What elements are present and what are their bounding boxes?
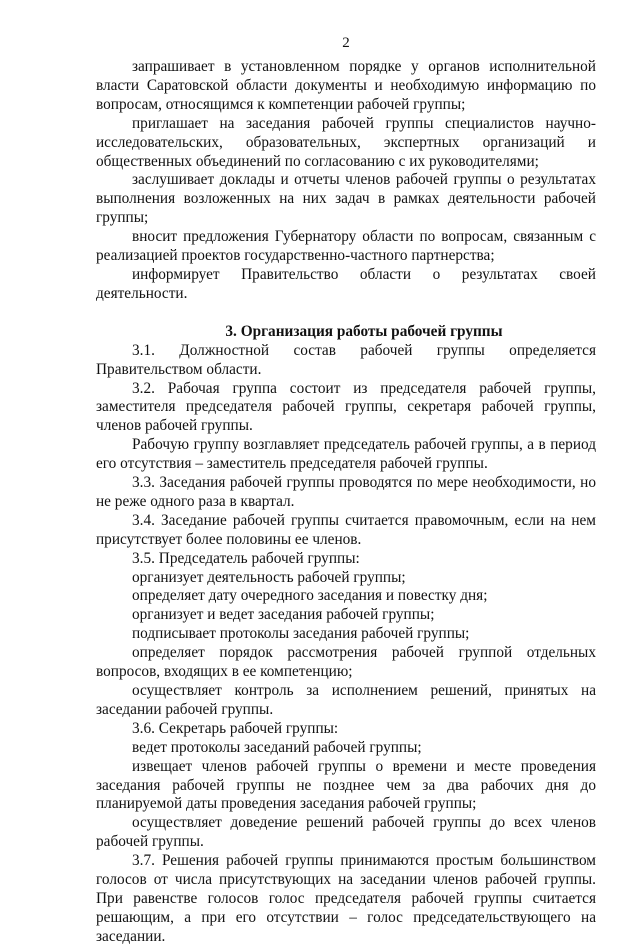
section-heading: 3. Организация работы рабочей группы [225,322,503,340]
paragraph-3-1: 3.1. Должностной состав рабочей группы определяется Правительством области. [96,341,596,378]
section-spacer [96,304,596,323]
paragraph-secretary-notifies: извещает членов рабочей группы о времени и месте проведения заседания рабочей группы не позднее чем за два рабочих дня до планируемой даты проведения заседания рабочей группы; [96,757,596,813]
paragraph-secretary-communicates: осуществляет доведение решений рабочей группы до всех членов рабочей группы. [96,814,596,851]
paragraph-3-5: 3.5. Председатель рабочей группы: [132,549,360,567]
paragraph-chair-organizes: организует деятельность рабочей группы; [132,568,406,586]
paragraph-invite-specialists: приглашает на заседания рабочей группы специалистов научно-исследовательских, образовательных, экспертных организаций и общественных объединений по согласованию с их руководителями; [96,114,596,170]
paragraph-3-2: 3.2. Рабочая группа состоит из председателя рабочей группы, заместителя председателя рабочей группы, секретаря рабочей группы, членов рабочей группы. [96,379,596,435]
paragraph-submit-proposals: вносит предложения Губернатору области по вопросам, связанным с реализацией проектов государственно-частного партнерства; [96,228,596,265]
paragraph-hear-reports: заслушивает доклады и отчеты членов рабочей группы о результатах выполнения возложенных на них задач в рамках деятельности рабочей группы; [96,171,596,227]
paragraph-3-6: 3.6. Секретарь рабочей группы: [132,719,339,737]
paragraph-chair-sets-date: определяет дату очередного заседания и повестку дня; [132,587,488,605]
page-number: 2 [342,35,350,51]
paragraph-secretary-minutes: ведет протоколы заседаний рабочей группы; [132,738,422,756]
paragraph-chair-control: осуществляет контроль за исполнением решений, принятых на заседании рабочей группы. [96,682,596,718]
paragraph-leadership: Рабочую группу возглавляет председатель рабочей группы, а в период его отсутствия – заместитель председателя рабочей группы. [96,436,596,473]
paragraph-3-7: 3.7. Решения рабочей группы принимаются простым большинством голосов от числа присутствующих на заседании членов рабочей группы. При равенстве голосов голос председателя рабочей группы считается решающим, а при его отсутствии – голос председательствующего на заседании. [96,852,596,945]
document-page [96,34,596,947]
paragraph-chair-leads-meetings: организует и ведет заседания рабочей группы; [132,606,435,624]
paragraph-chair-signs: подписывает протоколы заседания рабочей группы; [132,625,470,643]
paragraph-3-3: 3.3. Заседания рабочей группы проводятся по мере необходимости, но не реже одного раза в квартал. [96,474,596,510]
paragraph-chair-order: определяет порядок рассмотрения рабочей группой отдельных вопросов, входящих в ее компетенцию; [96,644,596,681]
paragraph-inform-government: информирует Правительство области о результатах своей деятельности. [96,265,596,302]
paragraph-request-documents: запрашивает в установленном порядке у органов исполнительной власти Саратовской области документы и необходимую информацию по вопросам, относящимся к компетенции рабочей группы; [96,58,596,113]
paragraph-3-4: 3.4. Заседание рабочей группы считается правомочным, если на нем присутствует более половины ее членов. [96,511,596,548]
